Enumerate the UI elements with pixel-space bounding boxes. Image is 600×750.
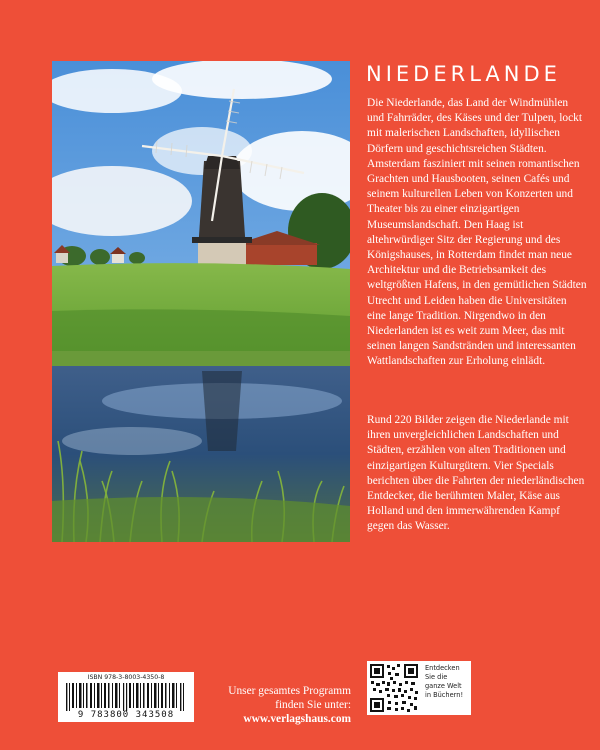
description-paragraph-1: Die Niederlande, das Land der Windmühlen und Fahrräder, des Käses und der Tulpen, lockt mit malerischen Landschaften, idyllischen Dörfern und geschichtsreichen Städten. Amsterdam fasziniert mit seinen romantischen Grachten und Hausbooten, seinen Cafés und seinem kulturellen Leben von Konzerten und Theater bis zu einer einzigartigen Museumslandschaft. Den Haag ist altehrwürdiger Sitz der Regierung und des Königshauses, in Rotterdam findet man neue Architektur und die Betriebsamkeit des weltgrößten Hafens, in den gemütlichen Städten Utrecht und Leiden haben die Universitäten eine lange Tradition. Nirgendwo in den Niederlanden ist es weit zum Meer, das mit seinen langen Sandstränden und interessanten Wattlandschaften zur Erholung einlädt. — [367, 97, 587, 368]
program-line-1: Unser gesamtes Programm — [228, 685, 351, 697]
cover-photo — [52, 61, 350, 542]
qr-note — [421, 661, 471, 715]
qr-code-icon — [370, 664, 418, 712]
barcode-bars — [64, 683, 188, 711]
qr-note-line-2: Sie die — [425, 673, 448, 681]
publisher-url-link[interactable]: www.verlagshaus.com — [243, 713, 351, 725]
publisher-program-note — [206, 684, 351, 726]
program-line-2: finden Sie unter: — [275, 699, 351, 711]
description-paragraph-2: Rund 220 Bilder zeigen die Niederlande mit ihren unvergleichlichen Landschaften und Städten, erzählen von alten Traditionen und einzigartigen Kulturgütern. Vier Specials berichten über die Fahrten der niederländischen Entdecker, die berühmten Maler, Käse aus Holland und den immerwährenden Kampf gegen das Wasser. — [367, 414, 585, 533]
qr-note-line-4: in Büchern! — [425, 691, 464, 699]
qr-code[interactable] — [367, 661, 421, 715]
isbn-barcode — [58, 672, 194, 722]
isbn-label: ISBN 978-3-8003-4350-8 — [87, 674, 165, 681]
qr-note-line-3: ganze Welt — [425, 682, 462, 690]
qr-note-line-1: Entdecken — [425, 664, 460, 672]
book-title: NIEDERLANDE — [366, 62, 561, 86]
isbn-number: 9 783800 343508 — [77, 710, 175, 720]
